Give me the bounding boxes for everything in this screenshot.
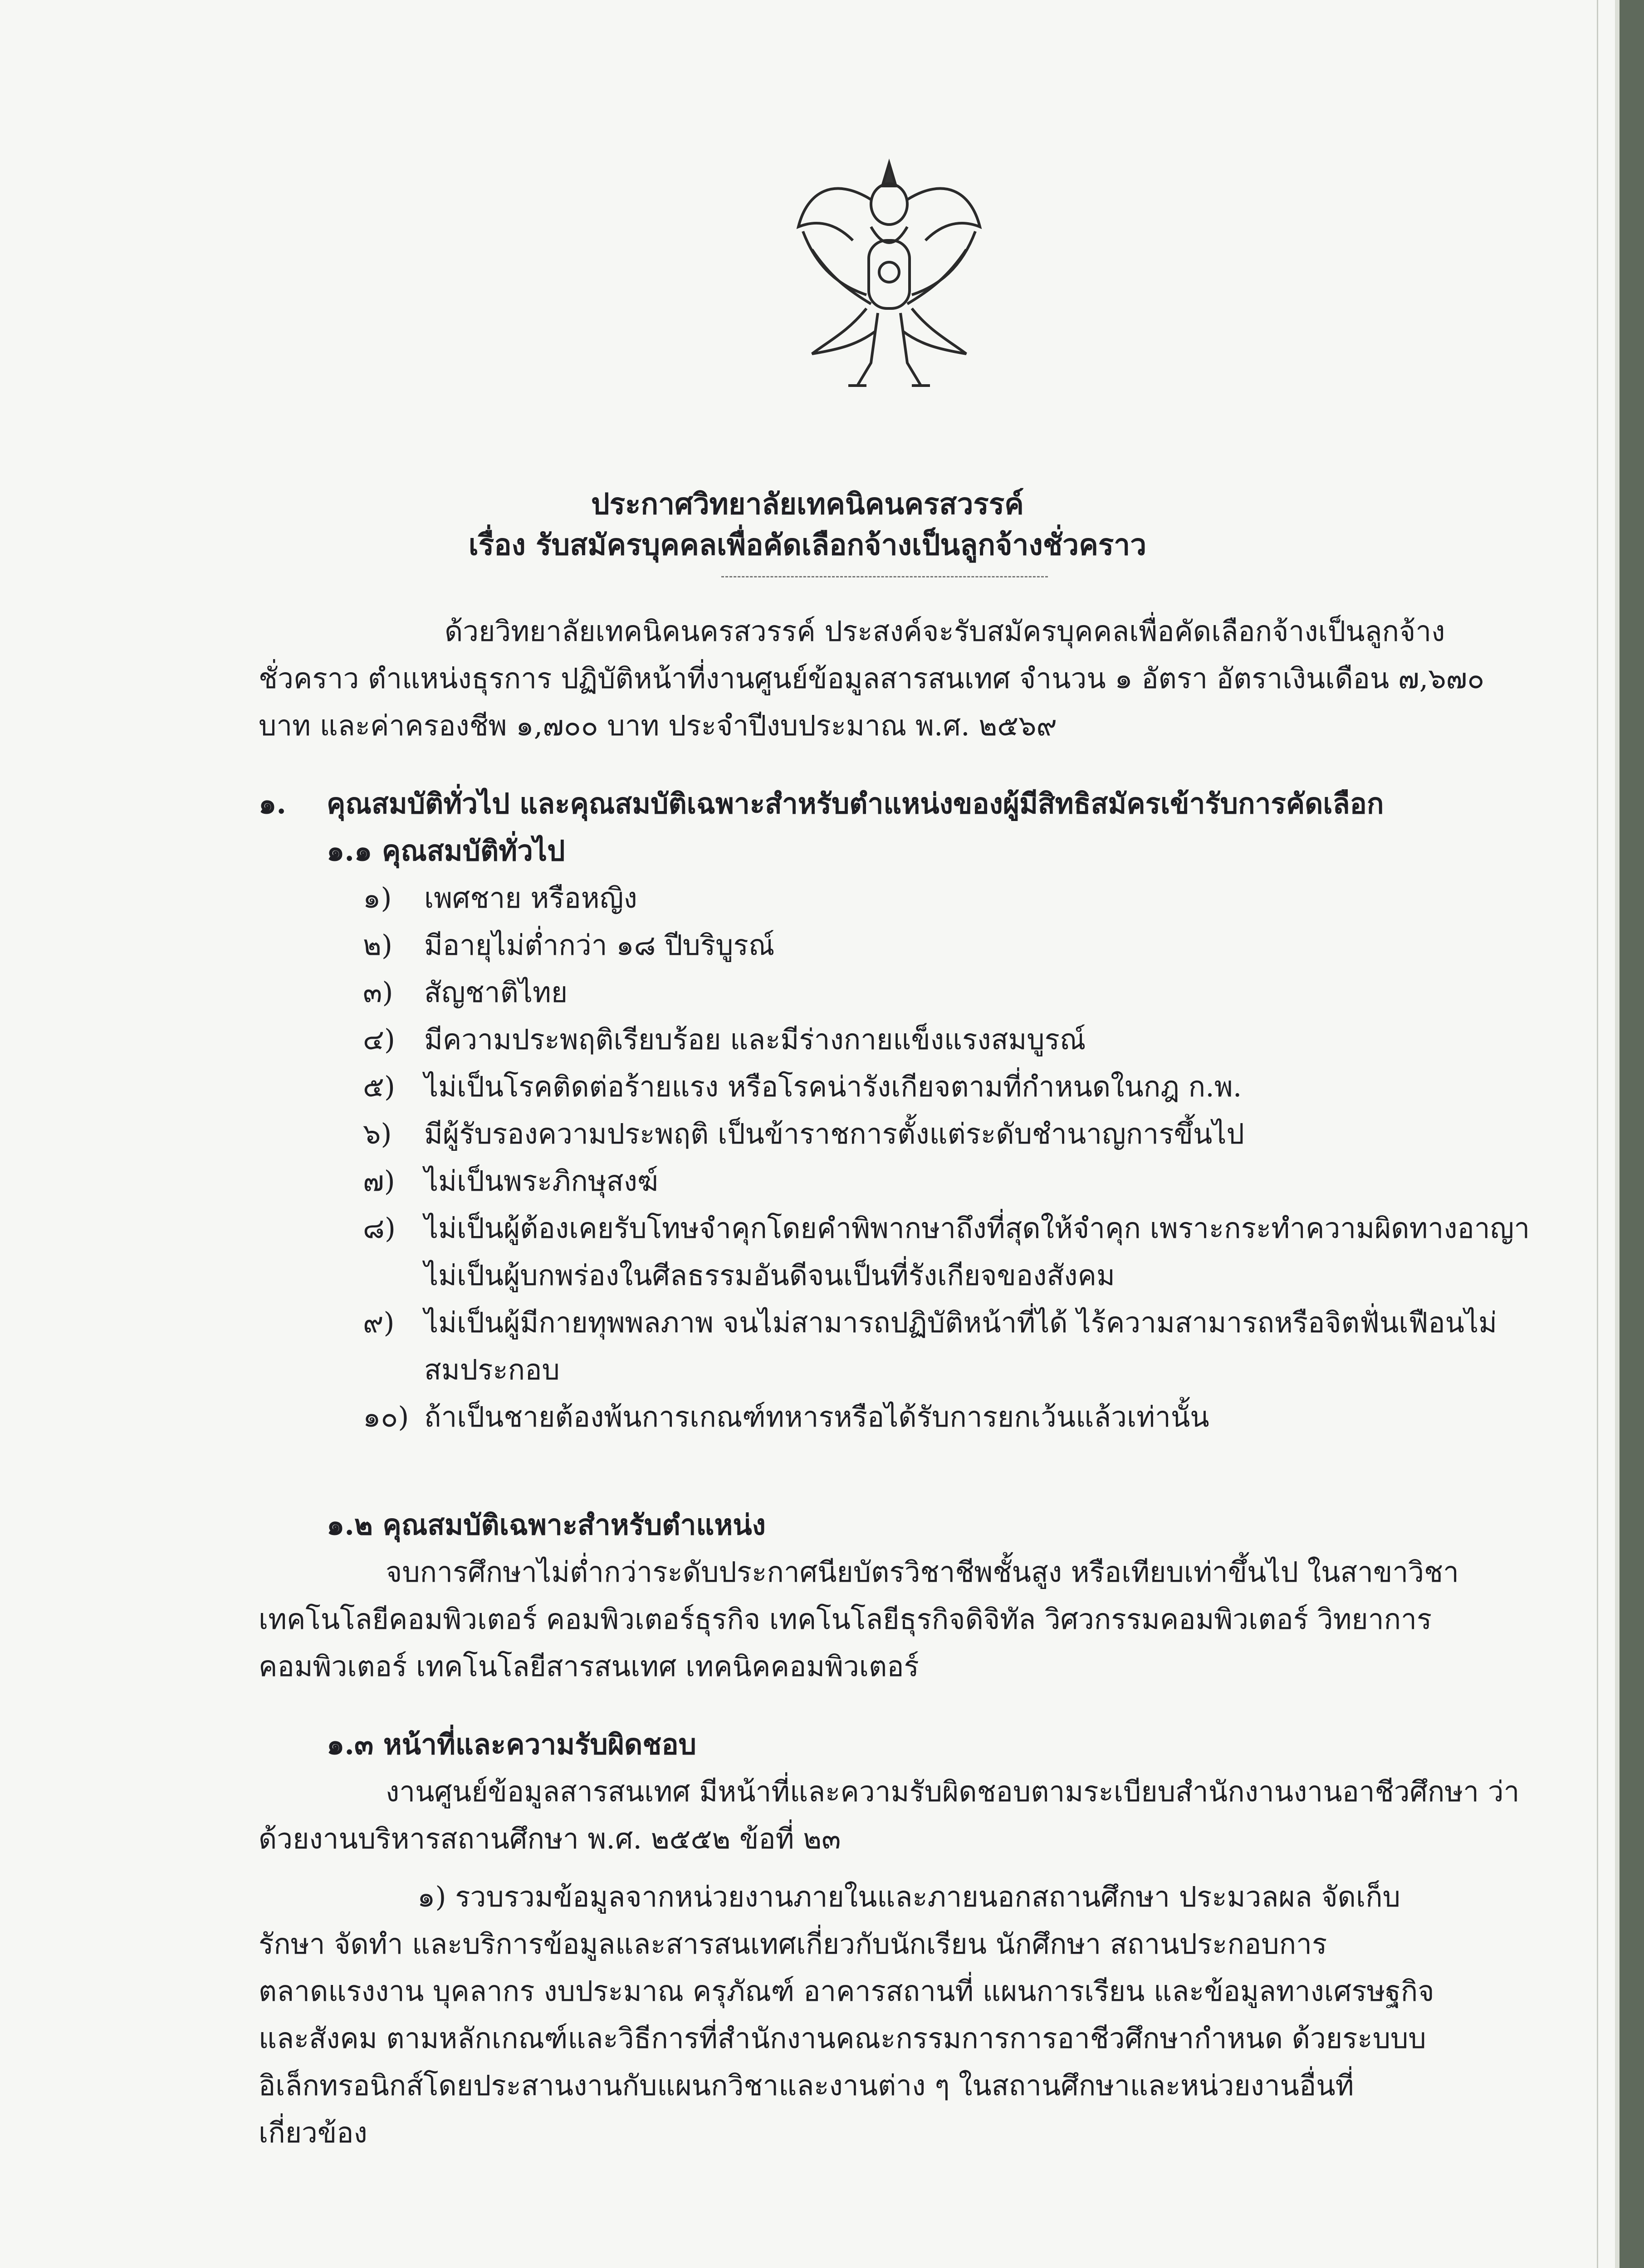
garuda-emblem bbox=[780, 150, 998, 404]
duty-1-line-1: ๑) รวบรวมข้อมูลจากหน่วยงานภายในและภายนอกสถานศึกษา ประมวลผล จัดเก็บ bbox=[417, 1880, 1401, 1913]
subsection-1-1-title: ๑.๑ คุณสมบัติทั่วไป bbox=[327, 834, 565, 867]
list-item-number: ๖) bbox=[363, 1117, 392, 1150]
duty-1-line-6: เกี่ยวข้อง bbox=[259, 2116, 367, 2149]
list-item-text: เพศชาย หรือหญิง bbox=[424, 881, 637, 914]
list-item-text: ไม่เป็นผู้บกพร่องในศีลธรรมอันดีจนเป็นที่รังเกียจของสังคม bbox=[424, 1259, 1115, 1292]
list-item-number: ๑) bbox=[363, 881, 392, 914]
list-item-number: ๘) bbox=[363, 1212, 396, 1245]
list-item-text: ไม่เป็นโรคติดต่อร้ายแรง หรือโรคน่ารังเกียจตามที่กำหนดในกฎ ก.พ. bbox=[424, 1070, 1242, 1103]
list-item-number: ๒) bbox=[363, 929, 393, 962]
duty-1-line-3: ตลาดแรงงาน บุคลากร งบประมาณ ครุภัณฑ์ อาคารสถานที่ แผนการเรียน และข้อมูลทางเศรษฐกิจ bbox=[259, 1975, 1434, 2008]
list-item-number: ๓) bbox=[363, 976, 393, 1009]
page-edge bbox=[1597, 0, 1598, 2268]
list-item-text: สมประกอบ bbox=[424, 1353, 560, 1386]
list-item-number: ๗) bbox=[363, 1164, 395, 1198]
list-item-text: ไม่เป็นพระภิกษุสงฆ์ bbox=[424, 1164, 658, 1198]
sub2-line-1: จบการศึกษาไม่ต่ำกว่าระดับประกาศนียบัตรวิชาชีพชั้นสูง หรือเทียบเท่าขึ้นไป ในสาขาวิชา bbox=[386, 1555, 1459, 1589]
title-divider bbox=[721, 576, 1048, 577]
list-item-text: ถ้าเป็นชายต้องพ้นการเกณฑ์ทหารหรือได้รับการยกเว้นแล้วเท่านั้น bbox=[424, 1400, 1209, 1433]
list-item-number: ๙) bbox=[363, 1306, 395, 1339]
list-item-number: ๑๐) bbox=[363, 1400, 409, 1433]
section-1-title: คุณสมบัติทั่วไป และคุณสมบัติเฉพาะสำหรับตำแหน่งของผู้มีสิทธิสมัครเข้ารับการคัดเลือก bbox=[327, 787, 1384, 820]
subsection-1-3-title: ๑.๓ หน้าที่และความรับผิดชอบ bbox=[327, 1728, 696, 1761]
duty-1-line-2: รักษา จัดทำ และบริการข้อมูลและสารสนเทศเกี่ยวกับนักเรียน นักศึกษา สถานประกอบการ bbox=[259, 1927, 1327, 1960]
subsection-1-2-title: ๑.๒ คุณสมบัติเฉพาะสำหรับตำแหน่ง bbox=[327, 1508, 766, 1541]
intro-line-3: บาท และค่าครองชีพ ๑,๗๐๐ บาท ประจำปีงบประมาณ พ.ศ. ๒๕๖๙ bbox=[259, 709, 1057, 742]
list-item-text: มีความประพฤติเรียบร้อย และมีร่างกายแข็งแรงสมบูรณ์ bbox=[424, 1023, 1086, 1056]
intro-line-2: ชั่วคราว ตำแหน่งธุรการ ปฏิบัติหน้าที่งานศูนย์ข้อมูลสารสนเทศ จำนวน ๑ อัตรา อัตราเงินเดือน ๗,๖๗๐ bbox=[259, 662, 1485, 695]
duty-1-line-5: อิเล็กทรอนิกส์โดยประสานงานกับแผนกวิชาและงานต่าง ๆ ในสถานศึกษาและหน่วยงานอื่นที่ bbox=[259, 2069, 1354, 2102]
list-item-number: ๔) bbox=[363, 1023, 396, 1056]
sub3-line-1: งานศูนย์ข้อมูลสารสนเทศ มีหน้าที่และความรับผิดชอบตามระเบียบสำนักงานงานอาชีวศึกษา ว่า bbox=[386, 1775, 1520, 1808]
announcement-subject: เรื่อง รับสมัครบุคคลเพื่อคัดเลือกจ้างเป็นลูกจ้างชั่วคราว bbox=[468, 528, 1147, 562]
list-item-text: มีผู้รับรองความประพฤติ เป็นข้าราชการตั้งแต่ระดับชำนาญการขึ้นไป bbox=[424, 1117, 1244, 1150]
list-item-number: ๕) bbox=[363, 1070, 396, 1103]
sub2-line-2: เทคโนโลยีคอมพิวเตอร์ คอมพิวเตอร์ธุรกิจ เทคโนโลยีธุรกิจดิจิทัล วิศวกรรมคอมพิวเตอร์ วิทยาการ bbox=[259, 1603, 1432, 1636]
duty-1-line-4: และสังคม ตามหลักเกณฑ์และวิธีการที่สำนักงานคณะกรรมการการอาชีวศึกษากำหนด ด้วยระบบบ bbox=[259, 2022, 1426, 2055]
list-item-text: ไม่เป็นผู้มีกายทุพพลภาพ จนไม่สามารถปฏิบัติหน้าที่ได้ ไร้ความสามารถหรือจิตฟั่นเฟือนไม่ bbox=[424, 1306, 1497, 1339]
section-1-number: ๑. bbox=[259, 787, 286, 820]
intro-line-1: ด้วยวิทยาลัยเทคนิคนครสวรรค์ ประสงค์จะรับสมัครบุคคลเพื่อคัดเลือกจ้างเป็นลูกจ้าง bbox=[445, 615, 1445, 648]
list-item-text: มีอายุไม่ต่ำกว่า ๑๘ ปีบริบูรณ์ bbox=[424, 929, 775, 962]
sub2-line-3: คอมพิวเตอร์ เทคโนโลยีสารสนเทศ เทคนิคคอมพิวเตอร์ bbox=[259, 1650, 919, 1683]
list-item-text: ไม่เป็นผู้ต้องเคยรับโทษจำคุกโดยคำพิพากษาถึงที่สุดให้จำคุก เพราะกระทำความผิดทางอาญา bbox=[424, 1212, 1530, 1245]
announcement-title: ประกาศวิทยาลัยเทคนิคนครสวรรค์ bbox=[591, 487, 1024, 521]
list-item-text: สัญชาติไทย bbox=[424, 976, 568, 1009]
sub3-line-2: ด้วยงานบริหารสถานศึกษา พ.ศ. ๒๕๕๒ ข้อที่ ๒๓ bbox=[259, 1822, 841, 1855]
